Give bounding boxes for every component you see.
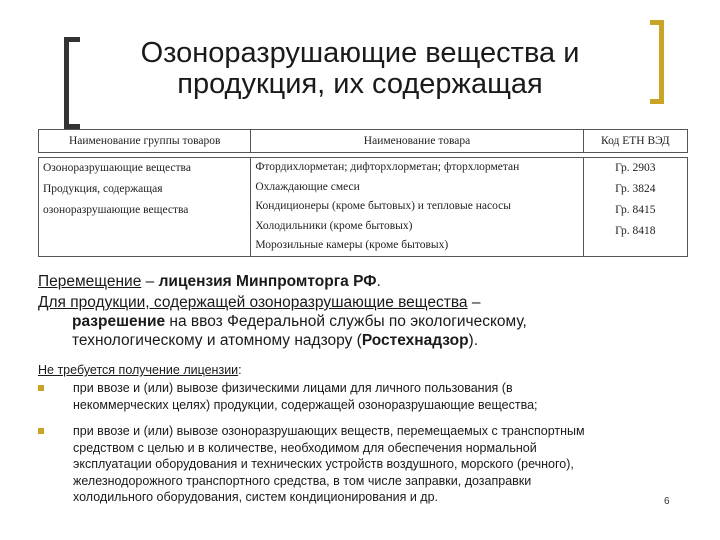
header-code: Код ЕТН ВЭД bbox=[583, 130, 687, 153]
title-line-2: продукция, их содержащая bbox=[177, 68, 543, 100]
product-line: Фтордихлорметан; дифторхлорметан; фторхлорметан bbox=[255, 161, 520, 173]
decorative-bracket-left bbox=[64, 37, 80, 129]
list-item-line: при ввозе и (или) вывозе физическими лицами для личного пользования (в bbox=[73, 381, 513, 395]
product-cell bbox=[251, 158, 583, 257]
products-line-1 bbox=[38, 294, 480, 311]
square-bullet-icon bbox=[38, 385, 44, 391]
list-item-line: некоммерческих целях) продукции, содержащей озоноразрушающие вещества; bbox=[73, 397, 538, 412]
square-bullet-icon bbox=[38, 428, 44, 434]
group-cell bbox=[39, 158, 251, 257]
list-item bbox=[38, 380, 698, 413]
code-line: Гр. 8418 bbox=[615, 225, 656, 237]
paragraph-products bbox=[38, 293, 698, 350]
group-line: озоноразрушающие вещества bbox=[43, 204, 189, 216]
list-item bbox=[38, 423, 698, 506]
products-dash: – bbox=[467, 294, 481, 311]
product-line: Морозильные камеры (кроме бытовых) bbox=[255, 239, 449, 251]
group-line: Продукция, содержащая bbox=[43, 183, 163, 195]
table-row bbox=[39, 158, 688, 257]
list-item-line: при ввозе и (или) вывозе озоноразрушающих веществ, перемещаемых с транспортным bbox=[73, 424, 585, 438]
products-term: Для продукции, содержащей озоноразрушающие вещества bbox=[38, 294, 468, 311]
permit-text: на ввоз Федеральной службы по экологическому, bbox=[165, 313, 527, 330]
list-item-line: железнодорожного транспортного средства, в том числе заправки, дозаправки bbox=[73, 473, 532, 488]
products-end: ). bbox=[468, 332, 479, 349]
header-product: Наименование товара bbox=[251, 130, 583, 153]
permit-text-cont: технологическому и атомному надзору ( bbox=[72, 332, 362, 349]
header-group: Наименование группы товаров bbox=[39, 130, 251, 153]
decorative-bracket-right bbox=[650, 20, 664, 104]
code-line: Гр. 2903 bbox=[615, 162, 656, 174]
table-header-row bbox=[39, 130, 688, 153]
movement-term: Перемещение bbox=[38, 273, 142, 290]
code-line: Гр. 8415 bbox=[615, 204, 656, 216]
movement-end: . bbox=[376, 273, 381, 290]
product-line: Холодильники (кроме бытовых) bbox=[255, 219, 413, 232]
code-cell bbox=[583, 158, 687, 257]
product-line: Кондиционеры (кроме бытовых) и тепловые насосы bbox=[255, 200, 511, 212]
group-line: Озоноразрушающие вещества bbox=[43, 162, 191, 174]
list-item-line: холодильного оборудования, систем кондиционирования и др. bbox=[73, 490, 439, 504]
list-item-line: эксплуатации оборудования и технических устройств воздушного, морского (речного), bbox=[73, 457, 574, 471]
list-item-line: средством с целью и в количестве, необходимом для обеспечения нормальной bbox=[73, 440, 537, 455]
agency-name: Ростехнадзор bbox=[361, 332, 469, 349]
title-line-1: Озоноразрушающие вещества и bbox=[140, 37, 580, 69]
product-line: Охлаждающие смеси bbox=[255, 180, 360, 193]
exemptions-term: Не требуется получение лицензии bbox=[38, 363, 239, 377]
slide-title bbox=[90, 38, 630, 100]
permit-term: разрешение bbox=[72, 313, 166, 330]
page-number: 6 bbox=[664, 496, 670, 507]
paragraph-movement bbox=[38, 272, 698, 291]
exemptions-colon: : bbox=[238, 363, 242, 377]
exemptions-intro bbox=[38, 362, 698, 379]
code-line: Гр. 3824 bbox=[615, 183, 656, 195]
products-line-3 bbox=[38, 331, 698, 350]
movement-license: лицензия Минпромторга РФ bbox=[158, 273, 377, 290]
goods-table bbox=[38, 129, 688, 257]
products-line-2 bbox=[38, 312, 698, 331]
movement-dash: – bbox=[141, 273, 159, 290]
